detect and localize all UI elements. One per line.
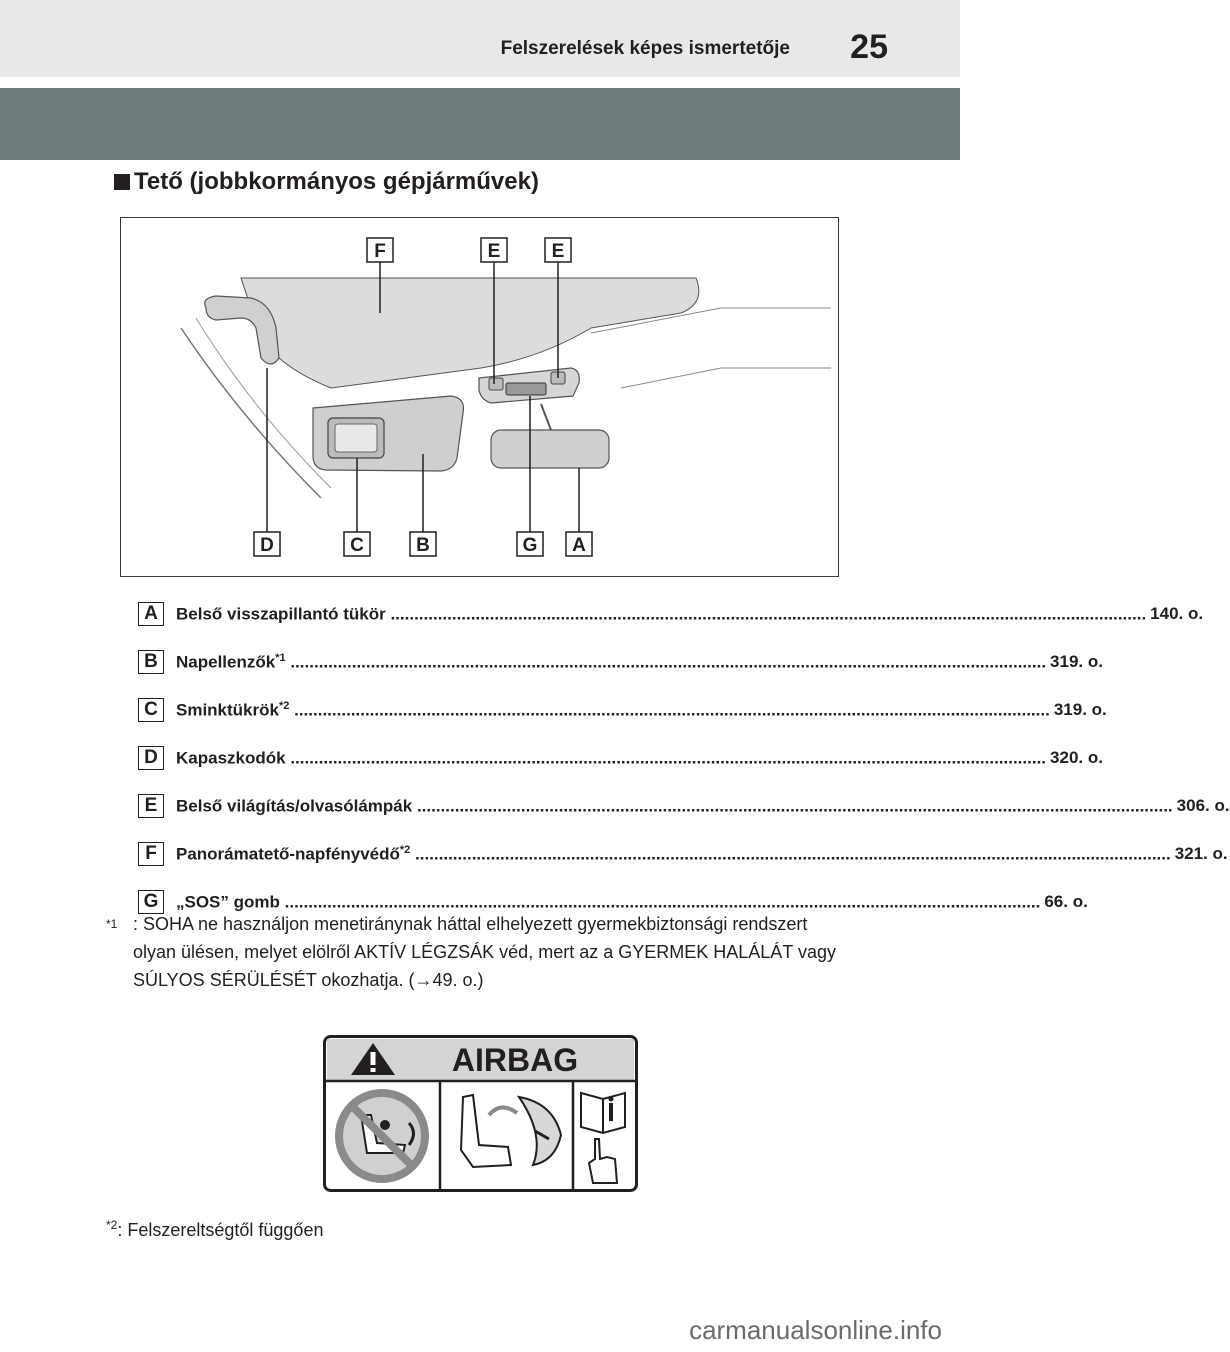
footnote-2 [106,1218,323,1241]
svg-text:G: G [522,535,538,556]
lamp-left-shape [489,378,503,390]
legend-letter: C [138,698,164,722]
footnote-2-mark: *2 [106,1218,118,1232]
svg-text:D: D [260,535,274,556]
legend-item-f [138,830,1228,878]
page-header [0,0,960,77]
svg-text:B: B [416,535,430,556]
square-bullet-icon [114,174,130,190]
svg-text:E: E [487,241,501,262]
callout-d [254,532,280,556]
svg-text:A: A [572,535,586,556]
callout-a [566,532,592,556]
manual-book-icon [581,1093,625,1133]
roof-drawing [121,218,840,578]
legend-letter: G [138,890,164,914]
footnote-1-text: : SOHA ne használjon menetiránynak háttal elhelyezett gyermekbiztonsági rendszert olyan ülésen, melyet elölről AKTÍV LÉGZSÁK véd, mert az a GYERMEK HALÁLÁT vagy SÚLYOS SÉRÜLÉSÉT okozhatja. (→49. o.) [133,914,836,990]
legend-page-ref: 320. o. [1050,748,1103,767]
legend-item-a [138,590,1204,638]
airbag-warning-label [323,1035,638,1192]
footnote-1-mark: *1 [106,917,118,931]
legend-item-c [138,686,1107,734]
legend-page-ref: 319. o. [1050,652,1103,671]
callout-e-right [545,238,571,262]
legend-item-b [138,638,1103,686]
legend-label: Kapaszkodók ................................................................................................................................................................ [176,748,1047,768]
no-child-seat-icon [339,1093,425,1179]
legend-list [138,590,1230,926]
footnote-1 [106,910,846,994]
legend-letter: A [138,602,164,626]
footnote-2-text: : Felszereltségtől függően [117,1220,324,1240]
legend-letter: B [138,650,164,674]
legend-item-d [138,734,1103,782]
airbag-title: AIRBAG [451,1042,579,1078]
callout-b [410,532,436,556]
legend-page-ref: 319. o. [1053,700,1107,719]
legend-item-e [138,782,1230,830]
legend-page-ref: 140. o. [1150,604,1204,623]
svg-text:E: E [551,241,565,262]
vanity-mirror-glass [335,424,377,452]
callout-g [517,532,543,556]
section-heading [114,168,539,196]
callout-f [367,238,393,262]
roof-edge-line [621,368,831,388]
roof-illustration [120,217,839,577]
header-band [0,88,960,160]
rearview-mirror-shape [491,430,609,468]
callout-c [344,532,370,556]
page-number: 25 [850,28,888,66]
site-watermark: carmanualsonline.info [689,1315,942,1345]
legend-label: „SOS” gomb ................................................................................................................................................................ [176,892,1041,912]
section-heading-text: Tető (jobbkormányos gépjárművek) [134,168,539,195]
svg-text:C: C [350,535,364,556]
svg-text:F: F [374,241,386,262]
legend-label: Belső világítás/olvasólámpák ................................................................................................................................................................ [176,796,1173,816]
legend-label: Belső visszapillantó tükör ................................................................................................................................................................ [176,604,1147,624]
sos-panel-shape [506,383,546,395]
legend-page-ref: 66. o. [1044,892,1088,911]
legend-label: Panorámatető-napfényvédő$^{*2}$ ................................................................................................................................................................ [176,843,1171,864]
legend-page-ref: 321. o. [1174,844,1228,863]
callout-e-left [481,238,507,262]
legend-letter: F [138,842,164,866]
legend-label: Sminktükrök$^{*2}$ ................................................................................................................................................................ [176,699,1050,720]
chapter-title: Felszerelések képes ismertetője [500,38,790,59]
legend-letter: D [138,746,164,770]
mirror-stem-shape [541,404,551,430]
legend-page-ref: 306. o. [1176,796,1230,815]
legend-letter: E [138,794,164,818]
legend-label: Napellenzők$^{*1}$ ................................................................................................................................................................ [176,651,1047,672]
headliner-shape [241,278,699,388]
